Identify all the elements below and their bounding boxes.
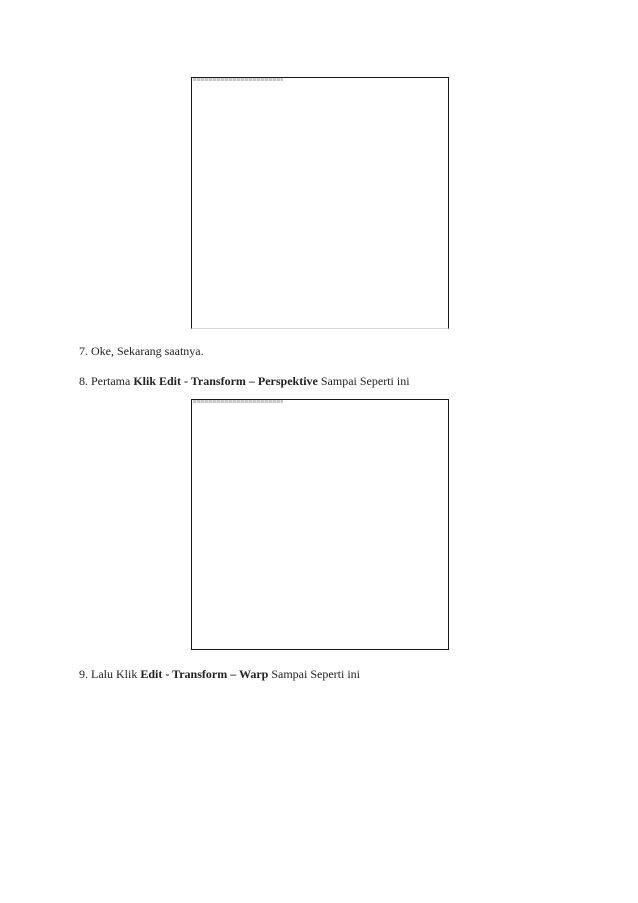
step-8-prefix: 8. Pertama [79,374,134,388]
step-9-suffix: Sampai Seperti ini [268,667,360,681]
step-7-label: 7. Oke, Sekarang saatnya. [79,344,204,358]
step-7-text [79,344,204,359]
step-9-command: Edit - Transform – Warp [140,667,269,681]
step-8-suffix: Sampai Seperti ini [317,374,410,388]
step-9-prefix: 9. Lalu Klik [79,667,141,681]
step-8-text [79,374,410,389]
figure-caption-strip [193,78,283,81]
screenshot-figure-2 [191,399,449,650]
figure-caption-strip [193,400,283,403]
step-8-command: Klik Edit - Transform – Perspektive [133,374,318,388]
screenshot-figure-1 [191,77,449,329]
step-9-text [79,667,360,682]
